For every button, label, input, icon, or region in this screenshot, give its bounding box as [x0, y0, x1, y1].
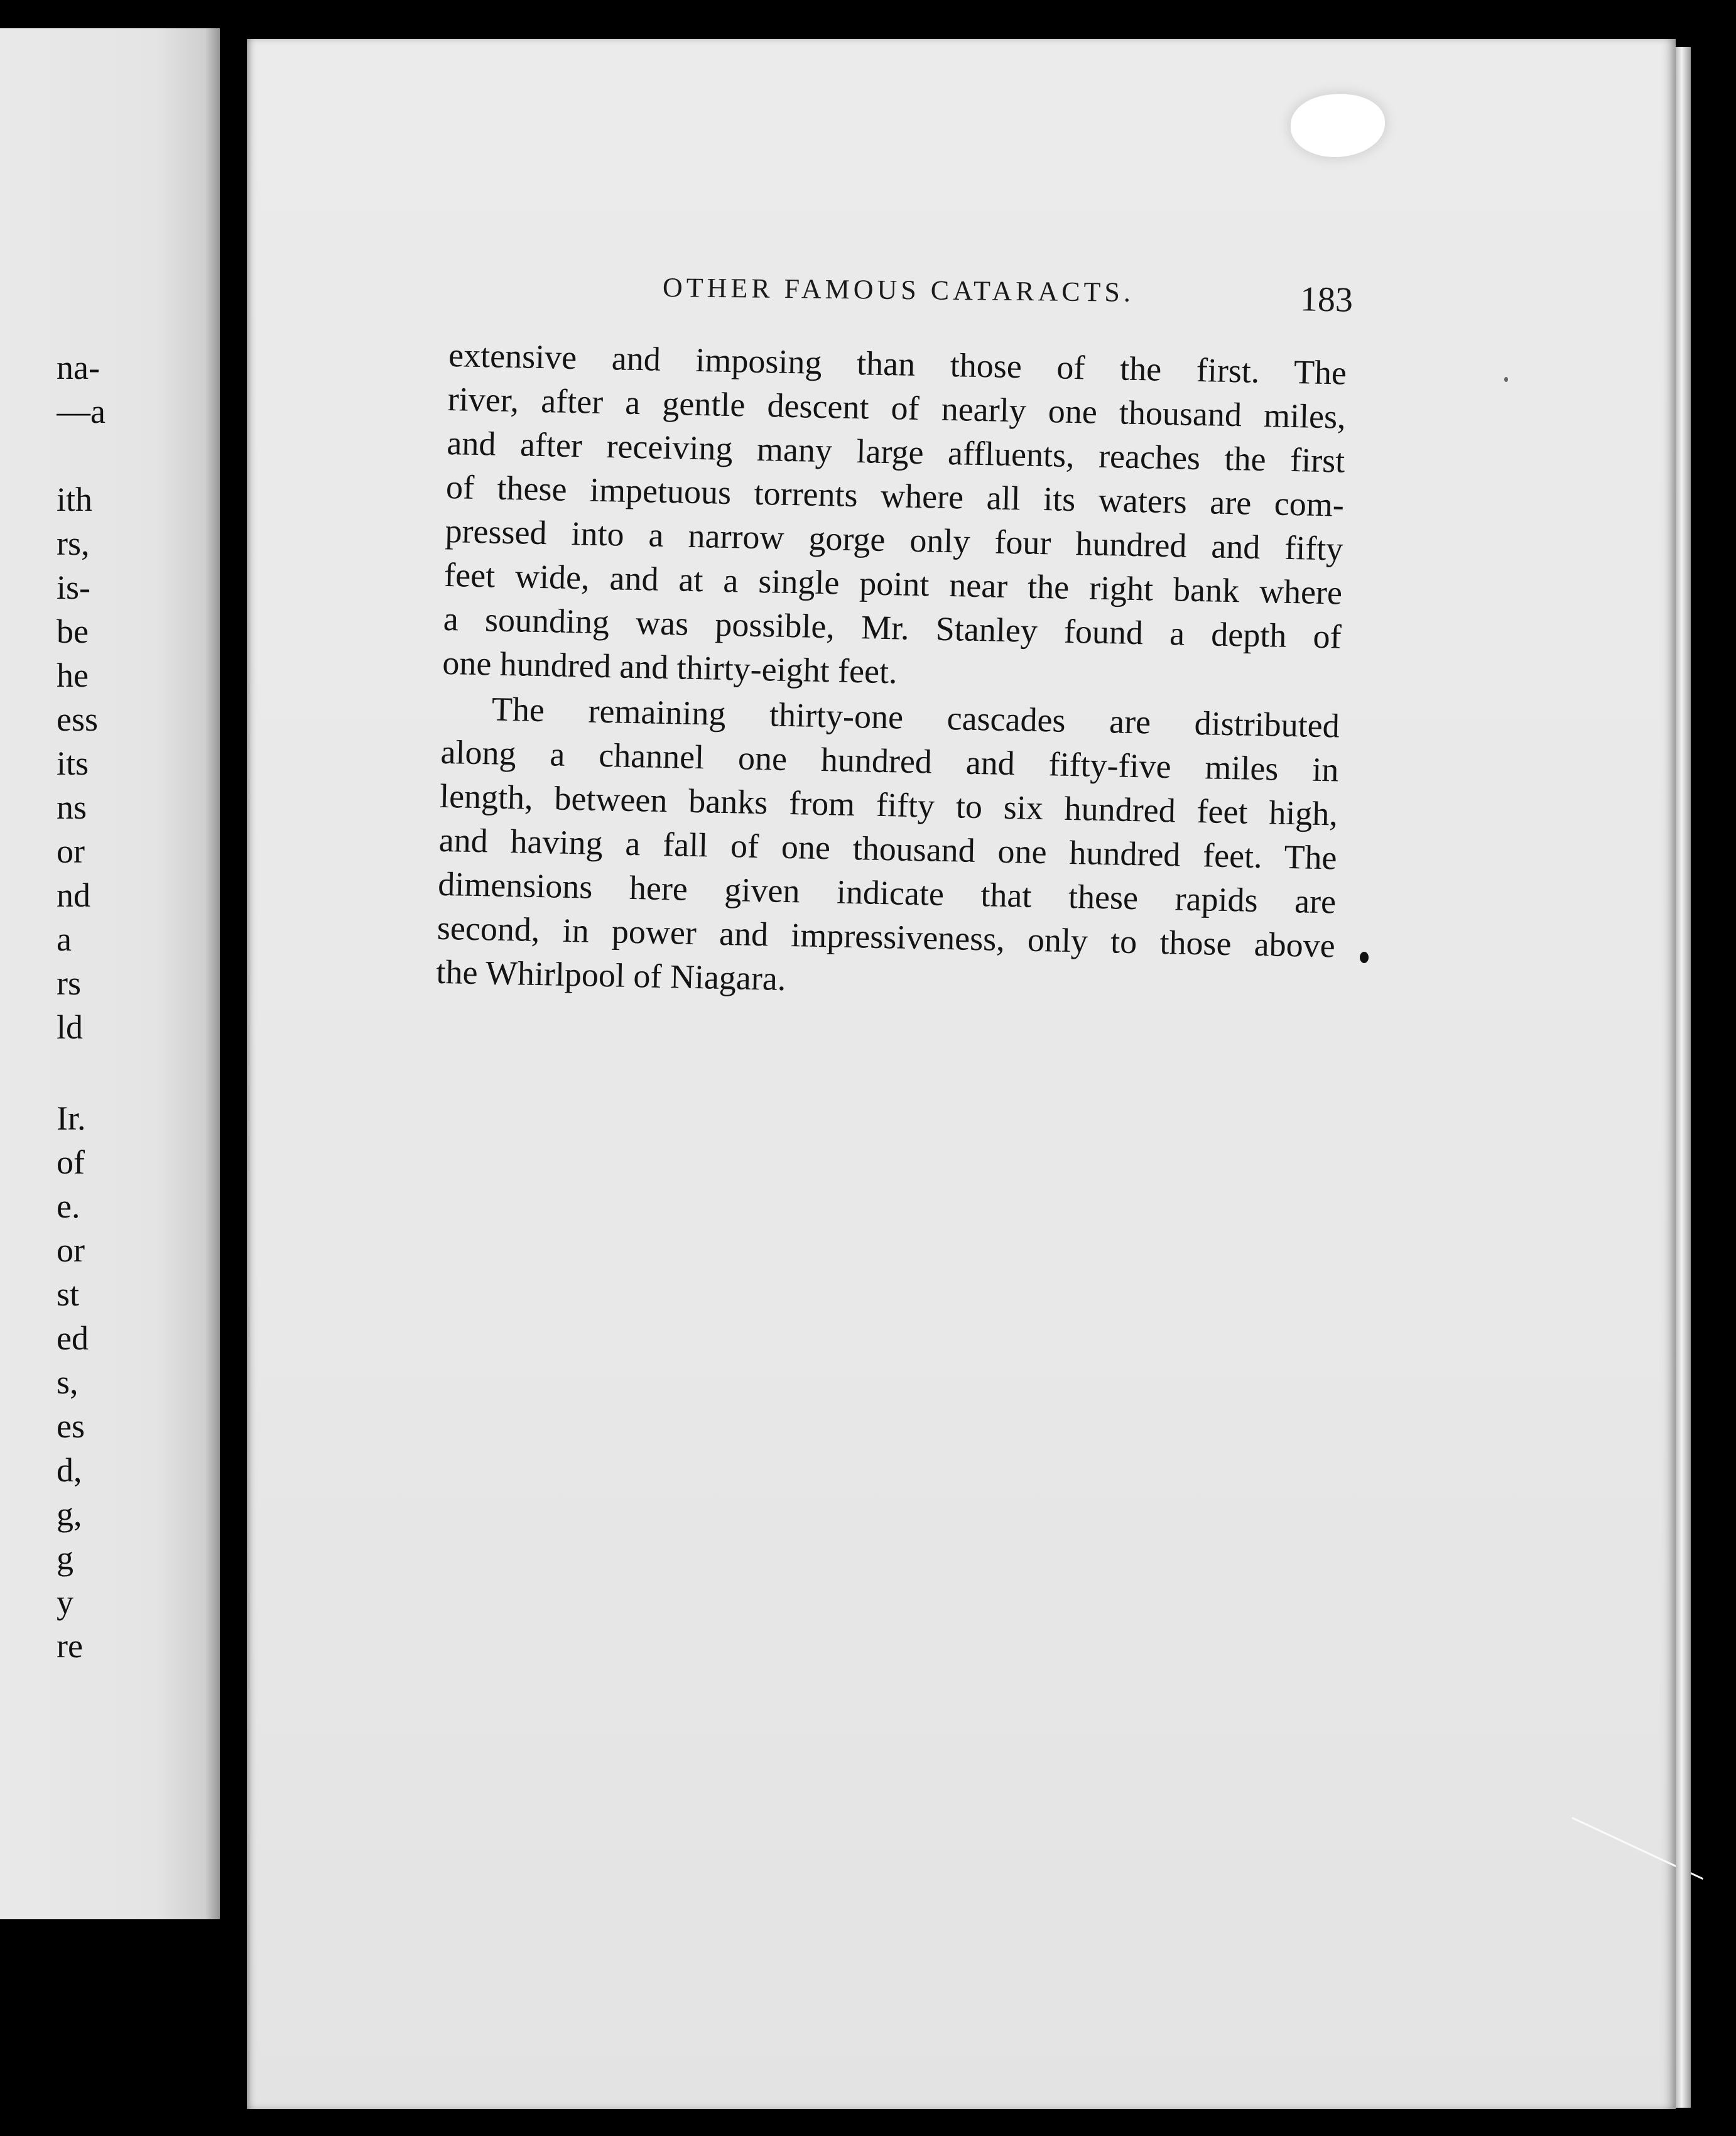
left-fragment: rs	[57, 964, 81, 1002]
paragraph-2	[436, 686, 1340, 1012]
left-page-text-fragments	[0, 28, 223, 1919]
text-line: a sounding was possible, Mr. Stanley found a depth of	[443, 599, 1342, 656]
left-fragment: its	[57, 744, 89, 782]
left-fragment: rs,	[57, 525, 90, 562]
text-line: one hundred and thirty-eight feet.	[442, 643, 898, 691]
left-fragment: —a	[57, 393, 106, 430]
left-fragment: is-	[57, 569, 90, 606]
text-line: dimensions here given indicate that these rapids are	[437, 864, 1337, 921]
left-fragment: ns	[57, 788, 87, 826]
text-line: extensive and imposing than those of the first. The	[448, 335, 1347, 392]
page-number: 183	[1299, 280, 1354, 320]
left-fragment: d,	[57, 1451, 82, 1489]
left-fragment: ess	[57, 700, 98, 738]
paragraph-1	[442, 333, 1347, 703]
text-line: of these impetuous torrents where all its waters are com-	[445, 467, 1345, 524]
left-fragment: e.	[57, 1187, 80, 1225]
text-line: the Whirlpool of Niagara.	[435, 952, 786, 998]
text-line: second, in power and impressiveness, only to those above	[437, 908, 1336, 965]
left-fragment: na-	[57, 349, 100, 386]
text-line: feet wide, and at a single point near the right bank where	[443, 555, 1343, 612]
left-fragment: ed	[57, 1319, 89, 1357]
left-fragment: re	[57, 1627, 83, 1665]
text-line: length, between banks from fifty to six hundred feet high,	[439, 776, 1338, 833]
ink-speck	[1504, 377, 1508, 382]
text-line: river, after a gentle descent of nearly one thousand miles,	[447, 379, 1347, 436]
text-line: along a channel one hundred and fifty-five miles in	[440, 733, 1339, 789]
running-head: OTHER FAMOUS CATARACTS.	[662, 272, 1135, 308]
page-edge	[1676, 47, 1691, 2108]
left-fragment: y	[57, 1583, 73, 1621]
left-fragment: be	[57, 613, 89, 650]
left-fragment: g	[57, 1539, 73, 1577]
text-line: and after receiving many large affluents, reaches the first	[446, 423, 1345, 480]
left-fragment: Ir.	[57, 1099, 86, 1137]
left-fragment: a	[57, 920, 72, 958]
body-text	[436, 333, 1347, 1011]
left-fragment: or	[57, 832, 85, 870]
text-line: and having a fall of one thousand one hundred feet. The	[438, 820, 1338, 877]
left-fragment: nd	[57, 876, 90, 914]
text-line: pressed into a narrow gorge only four hundred and fifty	[445, 511, 1343, 568]
ink-speck	[1360, 952, 1369, 963]
left-fragment: ld	[57, 1008, 84, 1046]
text-line: The remaining thirty-one cascades are distributed	[491, 690, 1340, 745]
left-fragment: es	[57, 1407, 85, 1445]
left-fragment: of	[57, 1143, 85, 1181]
left-fragment: st	[57, 1275, 80, 1313]
book-gutter	[220, 0, 248, 2136]
left-fragment: g,	[57, 1495, 82, 1533]
left-fragment: ith	[57, 481, 93, 518]
left-page	[0, 28, 223, 1919]
left-fragment: or	[57, 1231, 85, 1269]
left-fragment: s,	[57, 1363, 79, 1401]
left-fragment: he	[57, 657, 89, 694]
